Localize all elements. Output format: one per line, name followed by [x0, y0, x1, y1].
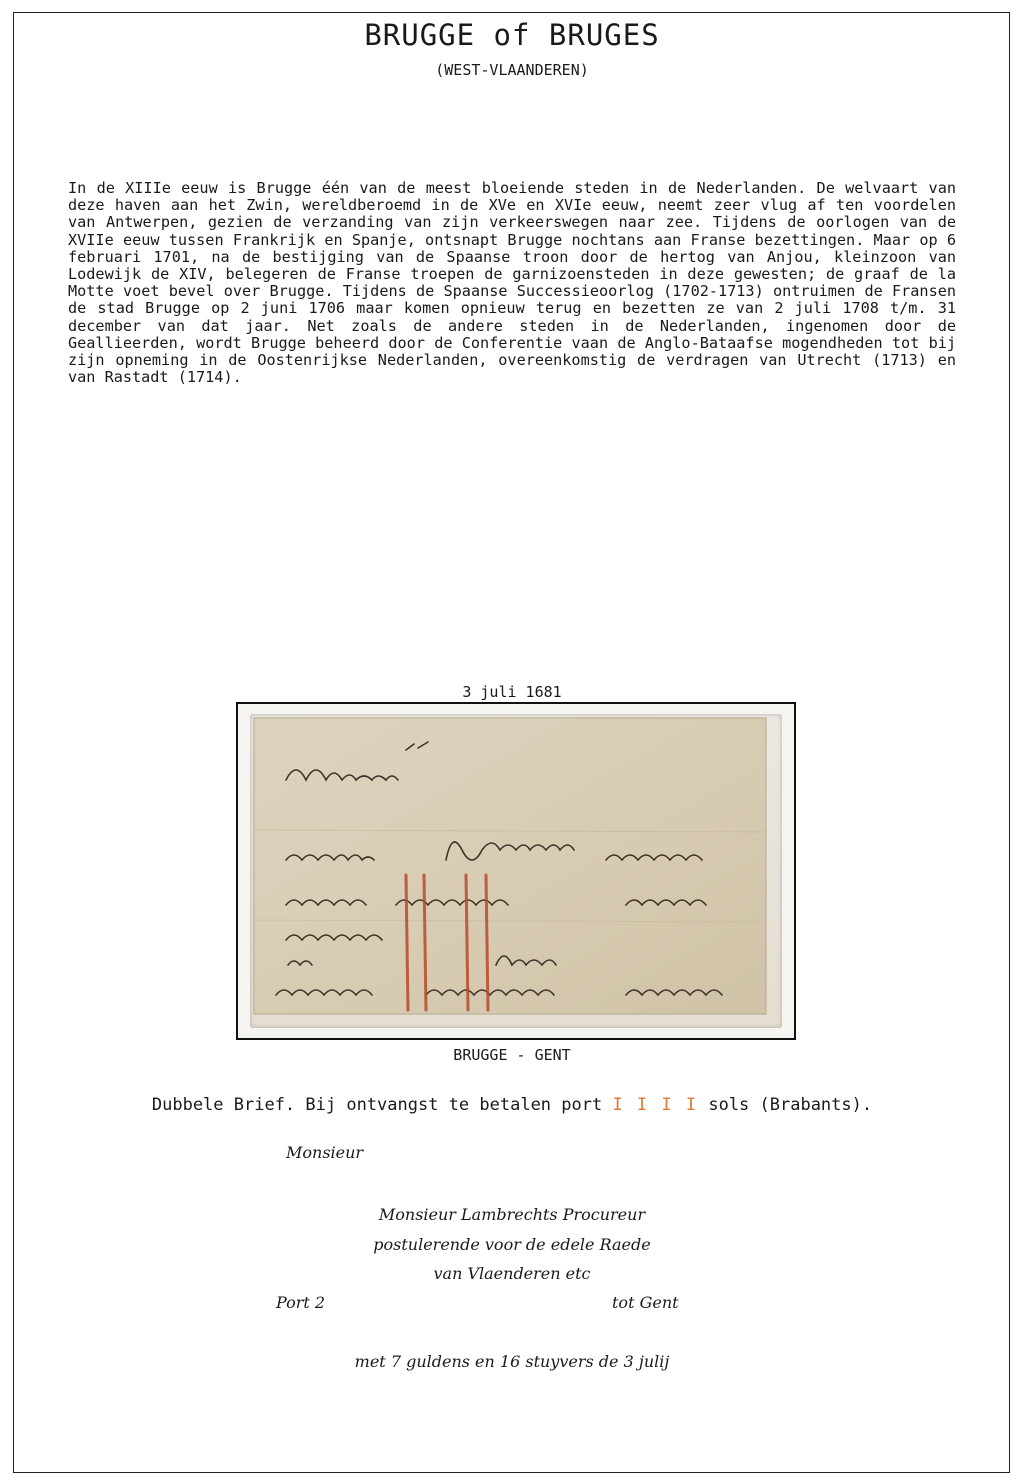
transcription-line-3: van Vlaenderen etc: [433, 1264, 591, 1283]
description-suffix: sols (Brabants).: [698, 1095, 873, 1115]
folded-letter-image: [246, 710, 774, 1022]
description-prefix: Dubbele Brief. Bij ontvangst te betalen port: [151, 1095, 613, 1115]
page-subtitle: (WEST-VLAANDEREN): [435, 61, 589, 79]
transcription-line-2: postulerende voor de edele Raede: [373, 1235, 651, 1254]
page-title: BRUGGE of BRUGES: [364, 18, 660, 52]
port-marks: I I I I: [612, 1095, 699, 1115]
intro-paragraph: In de XIIIe eeuw is Brugge één van de meest bloeiende steden in de Nederlanden. De welvaart van deze haven aan het Zwin, wereldberoemd in de XVe en XVIe eeuw, neemt zeer vlug af ten voordelen van Antwerpen, gezien de verzanding van zijn verkeerswegen naar zee. Tijdens de oorlogen van de XVIIe eeuw tussen Frankrijk en Spanje, ontsnapt Brugge nochtans aan Franse bezettingen. Maar op 6 februari 1701, na de bestijging van de Spaanse troon door de hertog van Anjou, kleinzoon van Lodewijk de XIV, belegeren de Franse troepen de garnizoensteden in deze gewesten; de graaf de la Motte voet bevel over Brugge. Tijdens de Spaanse Successieoorlog (1702-1713) ontruimen de Fransen de stad Brugge op 2 juni 1706 maar komen opnieuw terug en bezetten ze van 2 juli 1708 t/m. 31 december van dat jaar. Net zoals de andere steden in de Nederlanden, ingenomen door de Geallieerden, wordt Brugge beheerd door de Conferentie vaan de Anglo-Bataafse mogendheden tot bij zijn opneming in de Oostenrijkse Nederlanden, overeenkomstig de verdragen van Utrecht (1713) en van Rastadt (1714).: [68, 179, 956, 387]
transcription-destination: tot Gent: [612, 1293, 679, 1312]
transcription-line-5: met 7 guldens en 16 stuyvers de 3 julij: [354, 1352, 670, 1371]
cover-mount-frame: [236, 702, 796, 1040]
transcription-port: Port 2: [276, 1293, 326, 1312]
cover-date: 3 juli 1681: [462, 683, 562, 701]
transcription-salutation: Monsieur: [286, 1143, 364, 1162]
transcription-line-1: Monsieur Lambrechts Procureur: [378, 1205, 646, 1224]
route-label: BRUGGE - GENT: [453, 1046, 571, 1064]
cover-description: [0, 1095, 1024, 1115]
